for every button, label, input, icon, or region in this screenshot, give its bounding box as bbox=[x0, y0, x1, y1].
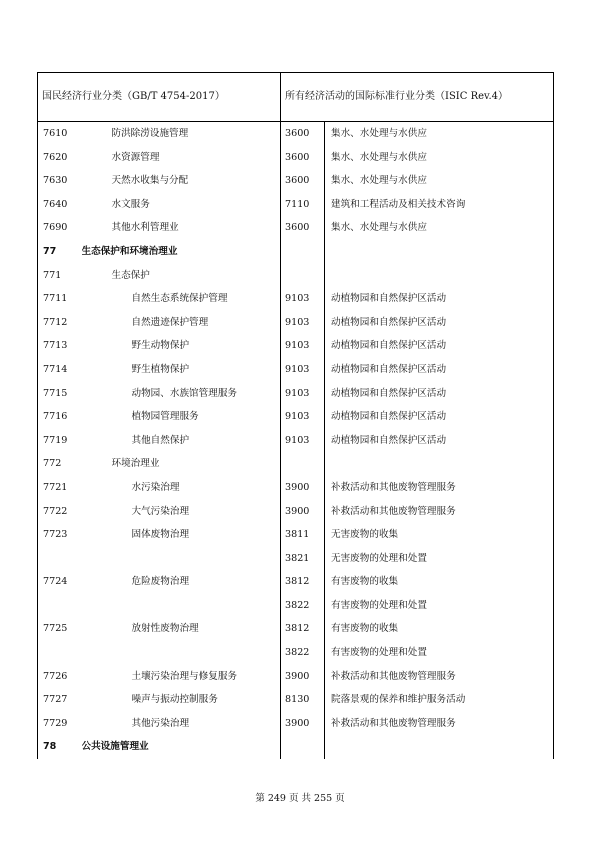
gbt-name-cell bbox=[82, 594, 281, 618]
gbt-name-cell: 土壤污染治理与修复服务 bbox=[82, 665, 281, 689]
table-row bbox=[38, 193, 554, 217]
isic-code-cell: 9103 bbox=[281, 287, 325, 311]
gbt-name-cell: 野生植物保护 bbox=[82, 358, 281, 382]
gbt-code-cell: 7726 bbox=[38, 665, 82, 689]
isic-desc-cell: 动植物园和自然保护区活动 bbox=[325, 358, 554, 382]
gbt-name-cell: 动物园、水族馆管理服务 bbox=[82, 382, 281, 406]
isic-desc-cell: 集水、水处理与水供应 bbox=[325, 169, 554, 193]
table-row bbox=[38, 547, 554, 571]
gbt-code-cell: 7721 bbox=[38, 476, 82, 500]
isic-code-cell: 3600 bbox=[281, 216, 325, 240]
isic-code-cell: 3600 bbox=[281, 169, 325, 193]
isic-desc-cell: 集水、水处理与水供应 bbox=[325, 122, 554, 146]
isic-code-cell: 9103 bbox=[281, 382, 325, 406]
isic-desc-cell: 集水、水处理与水供应 bbox=[325, 216, 554, 240]
isic-code-cell: 9103 bbox=[281, 311, 325, 335]
gbt-code-cell: 77 bbox=[38, 240, 82, 264]
gbt-code-cell: 7610 bbox=[38, 122, 82, 146]
gbt-code-cell: 7714 bbox=[38, 358, 82, 382]
isic-code-cell: 9103 bbox=[281, 334, 325, 358]
gbt-name-cell: 水污染治理 bbox=[82, 476, 281, 500]
gbt-name-cell: 水资源管理 bbox=[82, 146, 281, 170]
table-row bbox=[38, 264, 554, 288]
classification-table bbox=[37, 72, 554, 759]
gbt-code-cell bbox=[38, 547, 82, 571]
gbt-code-cell bbox=[38, 641, 82, 665]
gbt-name-cell: 天然水收集与分配 bbox=[82, 169, 281, 193]
gbt-name-cell bbox=[82, 641, 281, 665]
isic-desc-cell: 集水、水处理与水供应 bbox=[325, 146, 554, 170]
table-row bbox=[38, 688, 554, 712]
gbt-name-cell: 其他自然保护 bbox=[82, 429, 281, 453]
table-row bbox=[38, 382, 554, 406]
isic-code-cell: 3822 bbox=[281, 641, 325, 665]
isic-code-cell: 9103 bbox=[281, 358, 325, 382]
isic-code-cell: 7110 bbox=[281, 193, 325, 217]
gbt-name-cell: 噪声与振动控制服务 bbox=[82, 688, 281, 712]
gbt-name-cell: 防洪除涝设施管理 bbox=[82, 122, 281, 146]
isic-desc-cell: 动植物园和自然保护区活动 bbox=[325, 311, 554, 335]
isic-desc-cell: 补救活动和其他废物管理服务 bbox=[325, 476, 554, 500]
isic-code-cell: 8130 bbox=[281, 688, 325, 712]
gbt-code-cell: 78 bbox=[38, 735, 82, 759]
isic-desc-cell: 院落景观的保养和维护服务活动 bbox=[325, 688, 554, 712]
isic-code-cell: 3900 bbox=[281, 665, 325, 689]
gbt-name-cell: 大气污染治理 bbox=[82, 500, 281, 524]
isic-desc-cell: 动植物园和自然保护区活动 bbox=[325, 405, 554, 429]
isic-code-cell: 3822 bbox=[281, 594, 325, 618]
table-row bbox=[38, 665, 554, 689]
isic-desc-cell: 无害废物的处理和处置 bbox=[325, 547, 554, 571]
gbt-code-cell: 7690 bbox=[38, 216, 82, 240]
isic-desc-cell bbox=[325, 452, 554, 476]
gbt-code-cell: 7620 bbox=[38, 146, 82, 170]
gbt-code-cell: 7724 bbox=[38, 570, 82, 594]
isic-code-cell bbox=[281, 452, 325, 476]
gbt-code-cell: 7640 bbox=[38, 193, 82, 217]
gbt-code-cell: 7719 bbox=[38, 429, 82, 453]
gbt-code-cell: 7630 bbox=[38, 169, 82, 193]
table-row bbox=[38, 641, 554, 665]
table-row bbox=[38, 405, 554, 429]
isic-desc-cell: 动植物园和自然保护区活动 bbox=[325, 382, 554, 406]
gbt-code-cell: 772 bbox=[38, 452, 82, 476]
table-body bbox=[38, 73, 554, 760]
isic-code-cell: 3821 bbox=[281, 547, 325, 571]
gbt-name-cell bbox=[82, 547, 281, 571]
isic-desc-cell bbox=[325, 264, 554, 288]
isic-code-cell: 3600 bbox=[281, 122, 325, 146]
isic-code-cell: 3900 bbox=[281, 500, 325, 524]
gbt-code-cell: 7711 bbox=[38, 287, 82, 311]
gbt-code-cell: 7715 bbox=[38, 382, 82, 406]
table-row bbox=[38, 122, 554, 146]
isic-desc-cell: 动植物园和自然保护区活动 bbox=[325, 429, 554, 453]
table-row bbox=[38, 146, 554, 170]
table-row bbox=[38, 311, 554, 335]
gbt-name-cell: 放射性废物治理 bbox=[82, 617, 281, 641]
gbt-code-cell: 7725 bbox=[38, 617, 82, 641]
gbt-code-cell: 7723 bbox=[38, 523, 82, 547]
header-gbt-classification: 国民经济行业分类（GB/T 4754-2017） bbox=[38, 73, 281, 122]
isic-code-cell: 3812 bbox=[281, 570, 325, 594]
gbt-code-cell: 7727 bbox=[38, 688, 82, 712]
table-row bbox=[38, 476, 554, 500]
gbt-code-cell bbox=[38, 594, 82, 618]
isic-code-cell: 3812 bbox=[281, 617, 325, 641]
isic-code-cell bbox=[281, 735, 325, 759]
gbt-name-cell: 公共设施管理业 bbox=[82, 735, 281, 759]
isic-code-cell: 9103 bbox=[281, 429, 325, 453]
isic-code-cell: 9103 bbox=[281, 405, 325, 429]
gbt-code-cell: 7729 bbox=[38, 712, 82, 736]
table-header-row bbox=[38, 73, 554, 122]
table-row bbox=[38, 169, 554, 193]
isic-desc-cell: 动植物园和自然保护区活动 bbox=[325, 334, 554, 358]
isic-desc-cell: 有害废物的处理和处置 bbox=[325, 641, 554, 665]
isic-desc-cell: 有害废物的收集 bbox=[325, 617, 554, 641]
table-row bbox=[38, 334, 554, 358]
table-row bbox=[38, 358, 554, 382]
table-row bbox=[38, 452, 554, 476]
page-number-footer: 第 249 页 共 255 页 bbox=[255, 793, 345, 804]
gbt-name-cell: 其他水利管理业 bbox=[82, 216, 281, 240]
table-row bbox=[38, 594, 554, 618]
table-row bbox=[38, 712, 554, 736]
isic-desc-cell: 动植物园和自然保护区活动 bbox=[325, 287, 554, 311]
gbt-name-cell: 其他污染治理 bbox=[82, 712, 281, 736]
table-row bbox=[38, 287, 554, 311]
isic-desc-cell: 补救活动和其他废物管理服务 bbox=[325, 665, 554, 689]
gbt-name-cell: 野生动物保护 bbox=[82, 334, 281, 358]
isic-code-cell bbox=[281, 264, 325, 288]
table-row bbox=[38, 429, 554, 453]
gbt-name-cell: 自然遗迹保护管理 bbox=[82, 311, 281, 335]
isic-code-cell: 3900 bbox=[281, 712, 325, 736]
gbt-name-cell: 固体废物治理 bbox=[82, 523, 281, 547]
isic-code-cell bbox=[281, 240, 325, 264]
gbt-name-cell: 危险废物治理 bbox=[82, 570, 281, 594]
gbt-code-cell: 7716 bbox=[38, 405, 82, 429]
isic-desc-cell: 补救活动和其他废物管理服务 bbox=[325, 712, 554, 736]
isic-code-cell: 3900 bbox=[281, 476, 325, 500]
isic-desc-cell bbox=[325, 240, 554, 264]
gbt-code-cell: 7712 bbox=[38, 311, 82, 335]
isic-desc-cell: 有害废物的收集 bbox=[325, 570, 554, 594]
isic-code-cell: 3600 bbox=[281, 146, 325, 170]
table-row bbox=[38, 500, 554, 524]
header-isic-classification: 所有经济活动的国际标准行业分类（ISIC Rev.4） bbox=[281, 73, 554, 122]
table-row bbox=[38, 570, 554, 594]
gbt-code-cell: 771 bbox=[38, 264, 82, 288]
isic-desc-cell: 无害废物的收集 bbox=[325, 523, 554, 547]
gbt-name-cell: 自然生态系统保护管理 bbox=[82, 287, 281, 311]
gbt-name-cell: 环境治理业 bbox=[82, 452, 281, 476]
table-row bbox=[38, 216, 554, 240]
gbt-name-cell: 植物园管理服务 bbox=[82, 405, 281, 429]
isic-desc-cell: 有害废物的处理和处置 bbox=[325, 594, 554, 618]
isic-desc-cell: 补救活动和其他废物管理服务 bbox=[325, 500, 554, 524]
gbt-name-cell: 水文服务 bbox=[82, 193, 281, 217]
gbt-code-cell: 7722 bbox=[38, 500, 82, 524]
gbt-name-cell: 生态保护 bbox=[82, 264, 281, 288]
gbt-name-cell: 生态保护和环境治理业 bbox=[82, 240, 281, 264]
isic-code-cell: 3811 bbox=[281, 523, 325, 547]
gbt-code-cell: 7713 bbox=[38, 334, 82, 358]
isic-desc-cell bbox=[325, 735, 554, 759]
isic-desc-cell: 建筑和工程活动及相关技术咨询 bbox=[325, 193, 554, 217]
table-row bbox=[38, 523, 554, 547]
table-row bbox=[38, 735, 554, 759]
table-row bbox=[38, 617, 554, 641]
table-row bbox=[38, 240, 554, 264]
